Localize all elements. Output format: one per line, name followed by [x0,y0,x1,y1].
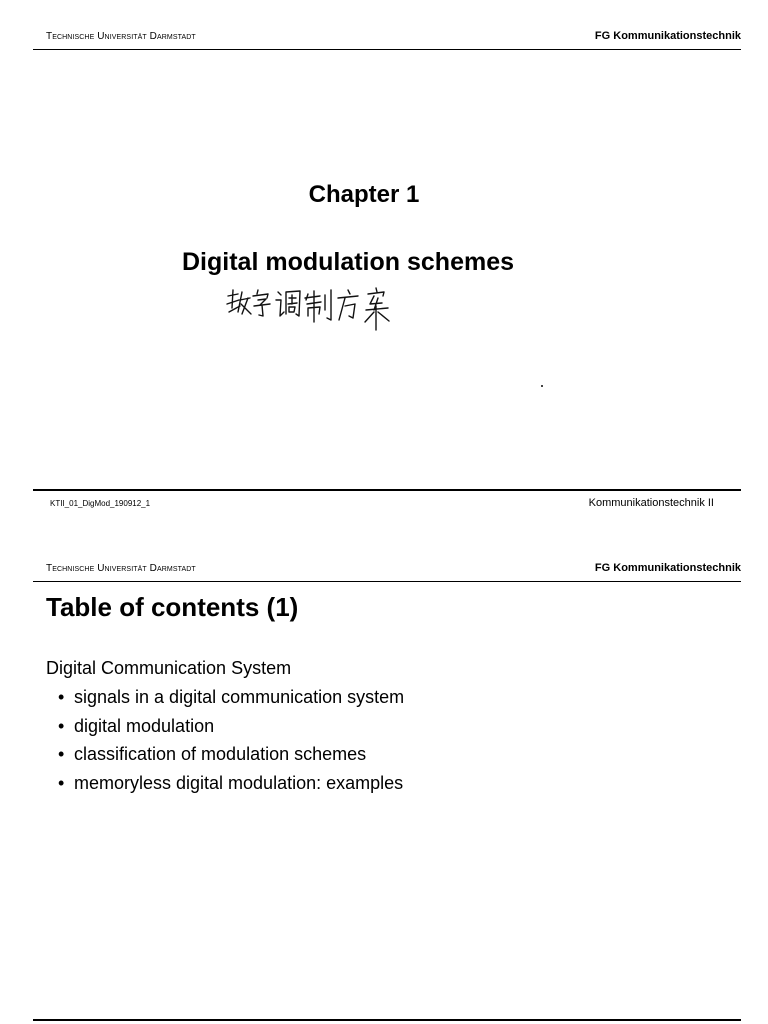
toc-item [58,686,404,715]
toc-item-label: digital modulation [74,715,215,736]
bullet-icon: • [58,744,65,764]
toc-list [58,686,404,800]
chapter-heading: Chapter 1 [308,181,420,208]
toc-item-label: memoryless digital modulation: examples [74,772,404,793]
toc-title: Table of contents (1) [46,592,299,622]
department-name: FG Kommunikationstechnik [594,30,741,42]
bullet-icon: • [58,772,65,793]
slide-header [33,562,741,582]
slide-table-of-contents [0,540,768,1024]
toc-item [58,772,404,801]
bullet-icon: • [58,715,65,736]
footer-divider [33,1019,741,1021]
university-name: Technische Universität Darmstadt [46,563,196,574]
slide-id: KTII_01_DigMod_190912_1 [50,499,151,508]
course-name: Kommunikationstechnik II [588,497,714,509]
handwritten-note [224,286,396,334]
toc-section: Digital Communication System [46,658,292,678]
bullet-icon: • [58,687,65,707]
toc-item-label: classification of modulation schemes [74,744,367,764]
footer-divider [33,489,741,491]
university-name: Technische Universität Darmstadt [46,31,196,42]
toc-item-label: signals in a digital communication system [74,687,405,707]
toc-item [58,743,404,772]
toc-item [58,715,404,744]
slide-header [33,30,741,50]
department-name: FG Kommunikationstechnik [594,562,741,574]
chapter-title: Digital modulation schemes [182,248,515,276]
stray-dot [541,385,543,387]
